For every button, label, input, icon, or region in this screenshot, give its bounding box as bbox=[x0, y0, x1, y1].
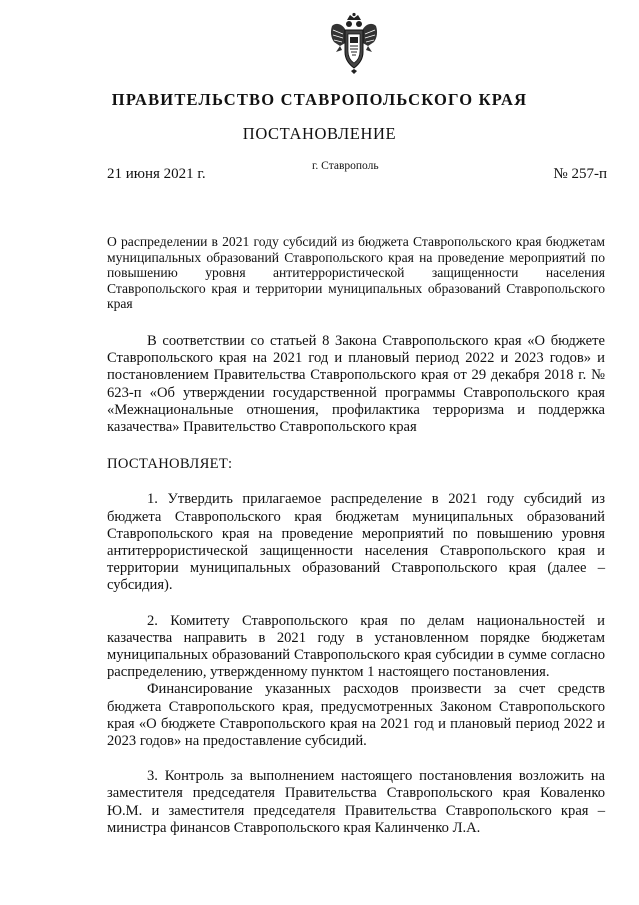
preamble-paragraph: В соответствии со статьей 8 Закона Ставропольского края «О бюджете Ставропольского края на 2021 год и плановый период 2022 и 2023 годов» и постановлением Правительства Ставропольского края от 29 декабря 2018 г. № 623-п «Об утверждении государственной программы Ставропольского края «Межнациональные отношения, профилактика терроризма и поддержка казачества» Правительство Ставропольского края bbox=[107, 333, 605, 436]
coat-of-arms-icon bbox=[328, 12, 380, 78]
document-city: г. Ставрополь bbox=[312, 160, 379, 172]
paragraph-2-financing: Финансирование указанных расходов произвести за счет средств бюджета Ставропольского края, предусмотренных Законом Ставропольского края «О бюджете Ставропольского края на 2021 год и плановый период 2022 и 2023 годов» на предоставление субсидий. bbox=[107, 681, 605, 750]
document-body bbox=[107, 333, 605, 837]
paragraph-3: 3. Контроль за выполнением настоящего постановления возложить на заместителя председателя Правительства Ставропольского края Коваленко Ю.М. и заместителя председателя Правительства Ставропольского края – министра финансов Ставропольского края Калинченко Л.А. bbox=[107, 768, 605, 836]
paragraph-1: 1. Утвердить прилагаемое распределение в 2021 году субсидий из бюджета Ставропольского края бюджетам муниципальных образований Ставропольского края на проведение мероприятий по повышению уровня антитеррористической защищенности населения Ставропольского края и территории муниципальных образований Ставропольского края (далее – субсидия). bbox=[107, 491, 605, 594]
document-subject: О распределении в 2021 году субсидий из бюджета Ставропольского края бюджетам муниципальных образований Ставропольского края на проведение мероприятий по повышению уровня антитеррористической защищенности населения Ставропольского края и территории муниципальных образований Ставропольского края bbox=[107, 234, 605, 312]
document-date: 21 июня 2021 г. bbox=[107, 166, 206, 182]
document-type: ПОСТАНОВЛЕНИЕ bbox=[242, 124, 397, 143]
decree-word: ПОСТАНОВЛЯЕТ: bbox=[107, 456, 233, 473]
government-title: ПРАВИТЕЛЬСТВО СТАВРОПОЛЬСКОГО КРАЯ bbox=[111, 90, 528, 109]
document-number: № 257-п bbox=[553, 166, 607, 182]
paragraph-2: 2. Комитету Ставропольского края по делам национальностей и казачества направить в 2021 году в установленном порядке бюджетам муниципальных образований Ставропольского края субсидии в сумме согласно распределению, утвержденному пунктом 1 настоящего постановления. bbox=[107, 612, 605, 681]
